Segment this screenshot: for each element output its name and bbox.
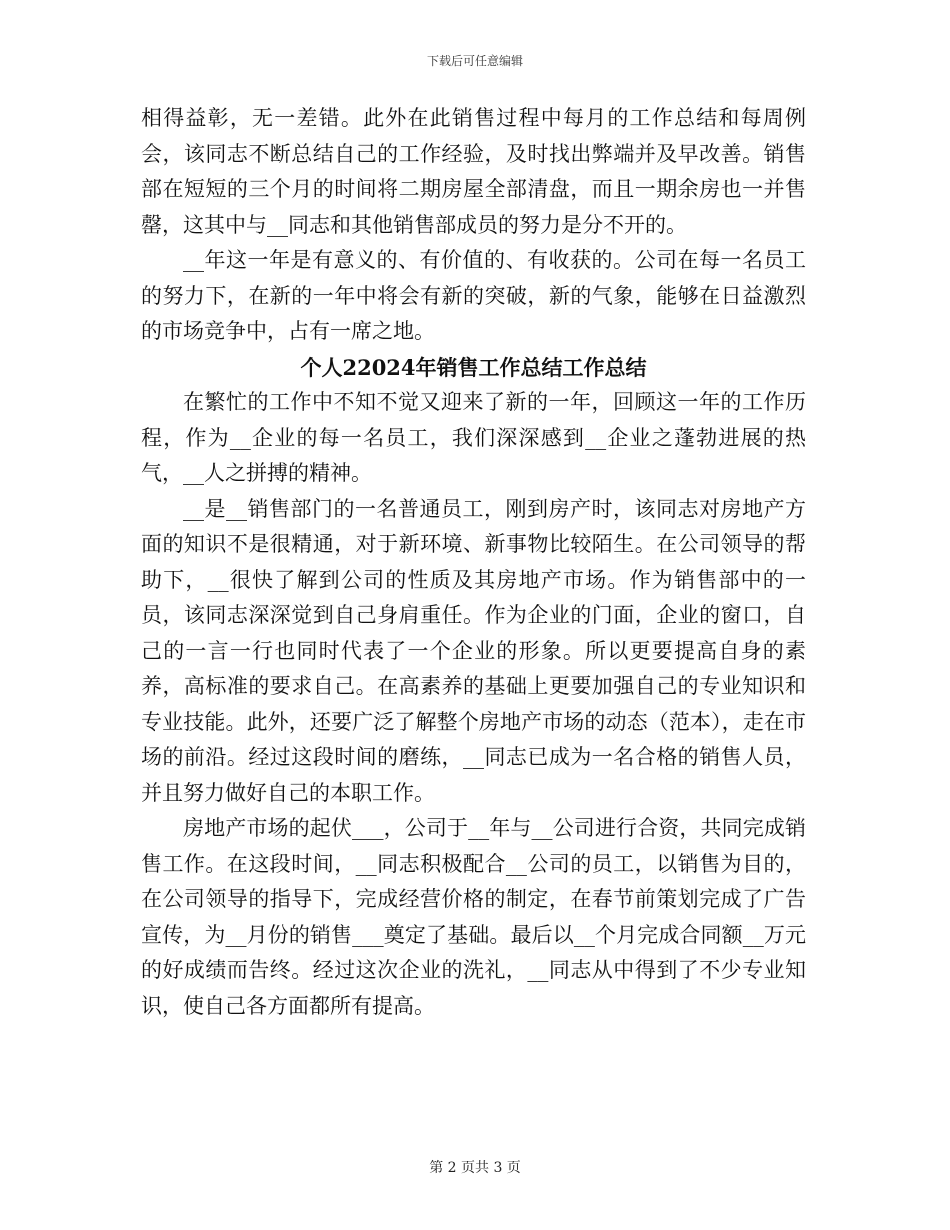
section-paragraph: 在繁忙的工作中不知不觉又迎来了新的一年，回顾这一年的工作历程，作为__企业的每一名员工，我们深深感到__企业之蓬勃进展的热气，__人之拼搏的精神。 — [141, 390, 806, 485]
document-body — [141, 101, 806, 1024]
page-header: 下载后可任意编辑 — [426, 54, 523, 68]
body-paragraph: __年这一年是有意义的、有价值的、有收获的。公司在每一名员工的努力下，在新的一年中将会有新的突破，新的气象，能够在日益激烈的市场竞争中，占有一席之地。 — [141, 248, 806, 343]
section-paragraph: 房地产市场的起伏___，公司于__年与__公司进行合资，共同完成销售工作。在这段时间，__同志积极配合__公司的员工，以销售为目的，在公司领导的指导下，完成经营价格的制定，在春节前策划完成了广告宣传，为__月份的销售___奠定了基础。最后以__个月完成合同额__万元的好成绩而告终。经过这次企业的洗礼，__同志从中得到了不少专业知识，使自己各方面都所有提高。 — [141, 816, 806, 1018]
section-paragraph: __是__销售部门的一名普通员工，刚到房产时，该同志对房地产方面的知识不是很精通，对于新环境、新事物比较陌生。在公司领导的帮助下，__很快了解到公司的性质及其房地产市场。作为销售部中的一员，该同志深深觉到自己身肩重任。作为企业的门面，企业的窗口，自己的一言一行也同时代表了一个企业的形象。所以更要提高自身的素养，高标准的要求自己。在高素养的基础上更要加强自己的专业知识和专业技能。此外，还要广泛了解整个房地产市场的动态（范本），走在市场的前沿。经过这段时间的磨练，__同志已成为一名合格的销售人员，并且努力做好自己的本职工作。 — [141, 496, 806, 805]
page-footer: 第 2 页共 3 页 — [429, 1160, 521, 1176]
section-title: 个人22024年销售工作总结工作总结 — [300, 354, 647, 380]
body-paragraph: 相得益彰，无一差错。此外在此销售过程中每月的工作总结和每周例会，该同志不断总结自己的工作经验，及时找出弊端并及早改善。销售部在短短的三个月的时间将二期房屋全部清盘，而且一期余房也一并售罄，这其中与__同志和其他销售部成员的努力是分不开的。 — [141, 106, 806, 237]
